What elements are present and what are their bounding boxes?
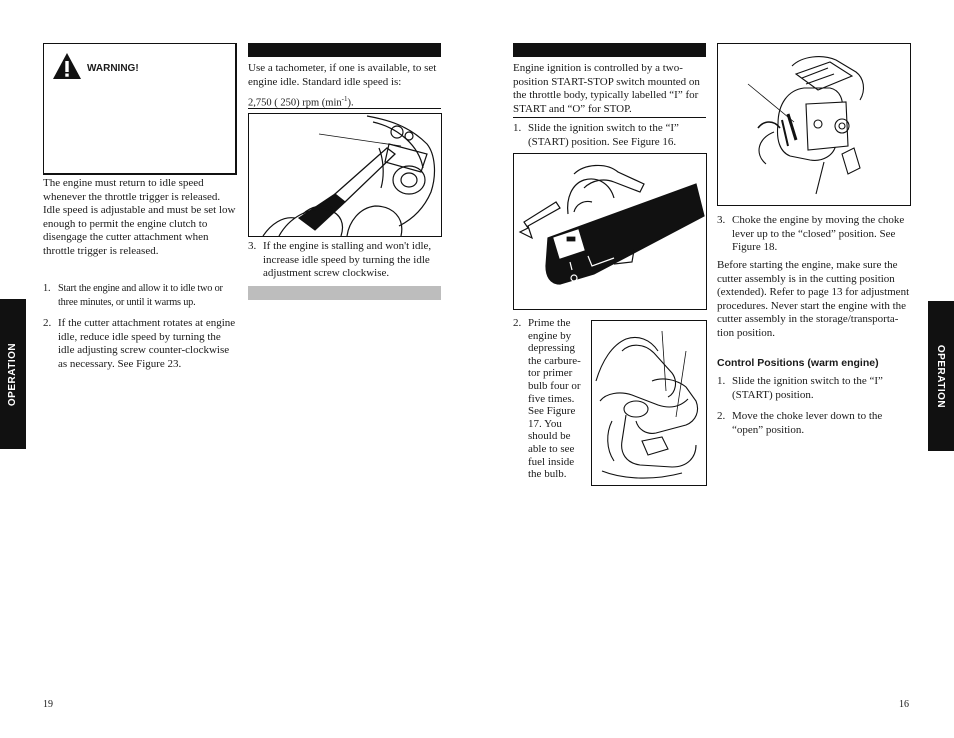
step-text: If the engine is stalling and won't idle, increase idle speed by turning the idle adjustment screw clockwise.	[263, 240, 432, 280]
control-positions-heading: Control Positions (warm engine)	[717, 357, 879, 369]
section-header-bar	[248, 43, 441, 57]
list-item	[717, 214, 911, 255]
page-number-left: 19	[43, 699, 53, 710]
figure-idle-adjustment	[248, 113, 442, 237]
step-text: Start the engine and allow it to idle two or three minutes, or until it warms up.	[58, 283, 223, 308]
step-number: 2.	[717, 410, 726, 423]
step-text: Prime the engine by depressing the carbure-tor primer bulb four or five times. See Figure 17. You should be able to see fuel inside the bulb.	[528, 317, 581, 481]
warm-engine-steps	[717, 375, 911, 445]
choke-lever-illustration	[718, 44, 910, 205]
step-text: Slide the ignition switch to the “I” (START) position.	[732, 375, 883, 401]
start-step-1	[513, 122, 707, 157]
step-number: 3.	[717, 214, 726, 226]
step-number: 3.	[248, 240, 257, 252]
operation-tab-left: OPERATION	[0, 299, 26, 449]
list-item	[717, 375, 911, 402]
step-number: 2.	[43, 317, 52, 330]
step-number: 1.	[513, 122, 522, 134]
step-number: 2.	[513, 317, 522, 329]
page-number-right: 16	[899, 699, 909, 710]
figure-ignition-switch	[513, 153, 707, 310]
step-text: If the cutter attachment rotates at engine idle, reduce idle speed by turning the idle adjusting screw counter-clockwise as necessary. See Figure 23.	[58, 317, 236, 370]
warning-box	[43, 43, 237, 175]
primer-bulb-illustration	[592, 321, 706, 485]
section-divider-bar	[248, 286, 441, 300]
step-text: Choke the engine by moving the choke lever up to the “closed” position. See Figure 18.	[732, 214, 905, 254]
warning-triangle-icon	[52, 52, 82, 80]
list-item	[248, 240, 442, 281]
step-text: Slide the ignition switch to the “I” (START) position. See Figure 16.	[528, 122, 679, 148]
choke-step-3	[717, 214, 911, 263]
ignition-text: Engine ignition is controlled by a two-position START-STOP switch mounted on the throttle body, typically labelled “I” for START and “O” for STOP.	[513, 62, 700, 115]
idle-speed-intro: The engine must return to idle speed whenever the throttle trigger is released. Idle speed is adjustable and must be set low enough to permit the engine clutch to disengage the cutter attachment when throttle trigger is released.	[43, 177, 236, 257]
idle-steps-list	[43, 282, 237, 380]
step-number: 1.	[43, 283, 51, 294]
prime-step-2	[513, 317, 589, 481]
step-number: 1.	[717, 375, 726, 387]
idle-speed-value: 2,750 ( 250) rpm $(\min^{-1})$.	[248, 95, 354, 109]
ignition-switch-illustration	[514, 154, 706, 309]
step-text: Move the choke lever down to the “open” position.	[732, 410, 883, 436]
idle-step-3	[248, 240, 442, 289]
screwdriver-illustration	[249, 114, 441, 236]
list-item	[717, 410, 911, 437]
figure-primer-bulb	[591, 320, 707, 486]
divider	[248, 108, 441, 109]
list-item	[43, 282, 237, 309]
figure-choke-lever	[717, 43, 911, 206]
before-starting-text: Before starting the engine, make sure the cutter assembly is in the cutting position (extended). Refer to page 13 for adjustment procedures. Never start the engine with the cutter assembly in the storage/transporta-tion position.	[717, 259, 910, 339]
warning-label: WARNING!	[87, 63, 139, 74]
section-header-bar-right	[513, 43, 706, 57]
list-item	[43, 317, 237, 371]
tachometer-text: Use a tachometer, if one is available, to set engine idle. Standard idle speed is:	[248, 62, 437, 88]
operation-tab-right: OPERATION	[928, 301, 954, 451]
list-item	[513, 122, 707, 149]
divider	[513, 117, 706, 118]
